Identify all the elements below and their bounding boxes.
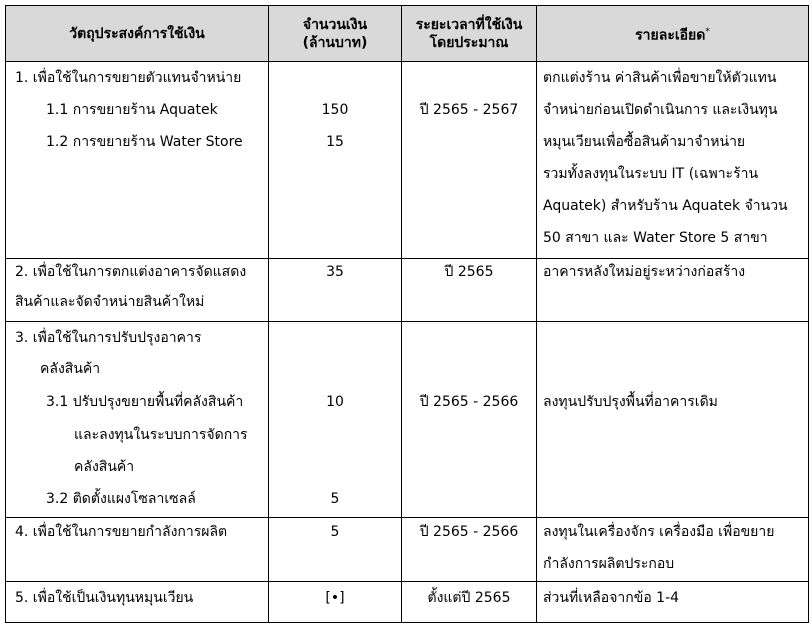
period-value: ปี 2565 - 2566 bbox=[419, 394, 519, 410]
header-detail bbox=[537, 6, 809, 62]
header-row bbox=[6, 6, 809, 62]
detail-line: รวมทั้งลงทุนในระบบ IT (เฉพาะร้าน bbox=[543, 166, 759, 182]
header-detail-text: รายละเอียด bbox=[635, 27, 706, 44]
detail-cell bbox=[537, 518, 809, 582]
amount-value: 35 bbox=[326, 264, 344, 280]
period-value: ปี 2565 - 2567 bbox=[419, 102, 519, 118]
table-row bbox=[6, 259, 809, 322]
amount-value: 5 bbox=[330, 524, 340, 540]
purpose-cell bbox=[6, 518, 269, 582]
purpose-line: และลงทุนในระบบการจัดการ bbox=[74, 427, 248, 443]
detail-line: ส่วนที่เหลือจากข้อ 1-4 bbox=[543, 590, 680, 606]
table-row bbox=[6, 62, 809, 259]
period-cell bbox=[402, 322, 537, 518]
detail-line: Aquatek) สำหรับร้าน Aquatek จำนวน bbox=[543, 198, 788, 214]
amount-cell bbox=[269, 62, 402, 259]
purpose-cell bbox=[6, 62, 269, 259]
table-row bbox=[6, 322, 809, 518]
amount-value: 5 bbox=[330, 491, 340, 507]
table-row bbox=[6, 582, 809, 623]
purpose-line: 1. เพื่อใช้ในการขยายตัวแทนจำหน่าย bbox=[15, 70, 242, 86]
header-amount-line2: (ล้านบาท) bbox=[302, 34, 368, 51]
purpose-line: สินค้าและจัดจำหน่ายสินค้าใหม่ bbox=[15, 294, 205, 310]
purpose-line: 3. เพื่อใช้ในการปรับปรุงอาคาร bbox=[15, 330, 202, 346]
period-cell bbox=[402, 582, 537, 623]
purpose-line: 1.1 การขยายร้าน Aquatek bbox=[46, 102, 218, 118]
header-period-line2: โดยประมาณ bbox=[429, 34, 509, 51]
detail-cell bbox=[537, 322, 809, 518]
amount-value: [•] bbox=[325, 590, 345, 606]
amount-cell bbox=[269, 259, 402, 322]
detail-line: ลงทุนในเครื่องจักร เครื่องมือ เพื่อขยาย bbox=[543, 524, 775, 540]
purpose-line: 3.1 ปรับปรุงขยายพื้นที่คลังสินค้า bbox=[46, 394, 244, 410]
period-cell bbox=[402, 62, 537, 259]
amount-value: 10 bbox=[326, 394, 344, 410]
purpose-cell bbox=[6, 322, 269, 518]
detail-line: ตกแต่งร้าน ค่าสินค้าเพื่อขายให้ตัวแทน bbox=[543, 70, 777, 86]
purpose-line: 5. เพื่อใช้เป็นเงินทุนหมุนเวียน bbox=[15, 590, 194, 606]
period-cell bbox=[402, 259, 537, 322]
purpose-line: คลังสินค้า bbox=[74, 459, 135, 475]
amount-cell bbox=[269, 518, 402, 582]
amount-value: 15 bbox=[326, 134, 344, 150]
detail-line: กำลังการผลิตประกอบ bbox=[543, 556, 675, 572]
period-value: ปี 2565 - 2566 bbox=[419, 524, 519, 540]
detail-line: หมุนเวียนเพื่อซื้อสินค้ามาจำหน่าย bbox=[543, 134, 746, 150]
table-row bbox=[6, 518, 809, 582]
purpose-line: คลังสินค้า bbox=[40, 361, 101, 377]
purpose-line: 3.2 ติดตั้งแผงโซลาเซลล์ bbox=[46, 491, 196, 507]
detail-cell bbox=[537, 582, 809, 623]
amount-cell bbox=[269, 582, 402, 623]
header-amount bbox=[269, 6, 402, 62]
purpose-line: 2. เพื่อใช้ในการตกแต่งอาคารจัดแสดง bbox=[15, 264, 247, 280]
header-period-line1: ระยะเวลาที่ใช้เงิน bbox=[415, 16, 523, 33]
detail-line: 50 สาขา และ Water Store 5 สาขา bbox=[543, 230, 768, 246]
period-value: ตั้งแต่ปี 2565 bbox=[427, 590, 511, 606]
period-cell bbox=[402, 518, 537, 582]
detail-line: จำหน่ายก่อนเปิดดำเนินการ และเงินทุน bbox=[543, 102, 778, 118]
detail-line: ลงทุนปรับปรุงพื้นที่อาคารเดิม bbox=[543, 394, 718, 410]
detail-line: อาคารหลังใหม่อยู่ระหว่างก่อสร้าง bbox=[543, 264, 746, 280]
purpose-line: 4. เพื่อใช้ในการขยายกำลังการผลิต bbox=[15, 524, 228, 540]
period-value: ปี 2565 bbox=[444, 264, 494, 280]
header-purpose: วัตถุประสงค์การใช้เงิน bbox=[6, 6, 269, 62]
header-detail-mark: * bbox=[705, 26, 710, 37]
header-period bbox=[402, 6, 537, 62]
purpose-cell bbox=[6, 582, 269, 623]
amount-cell bbox=[269, 322, 402, 518]
purpose-cell bbox=[6, 259, 269, 322]
purpose-line: 1.2 การขยายร้าน Water Store bbox=[46, 134, 243, 150]
amount-value: 150 bbox=[321, 102, 349, 118]
header-amount-line1: จำนวนเงิน bbox=[302, 16, 368, 33]
detail-cell bbox=[537, 259, 809, 322]
detail-cell bbox=[537, 62, 809, 259]
use-of-proceeds-table bbox=[5, 5, 809, 623]
